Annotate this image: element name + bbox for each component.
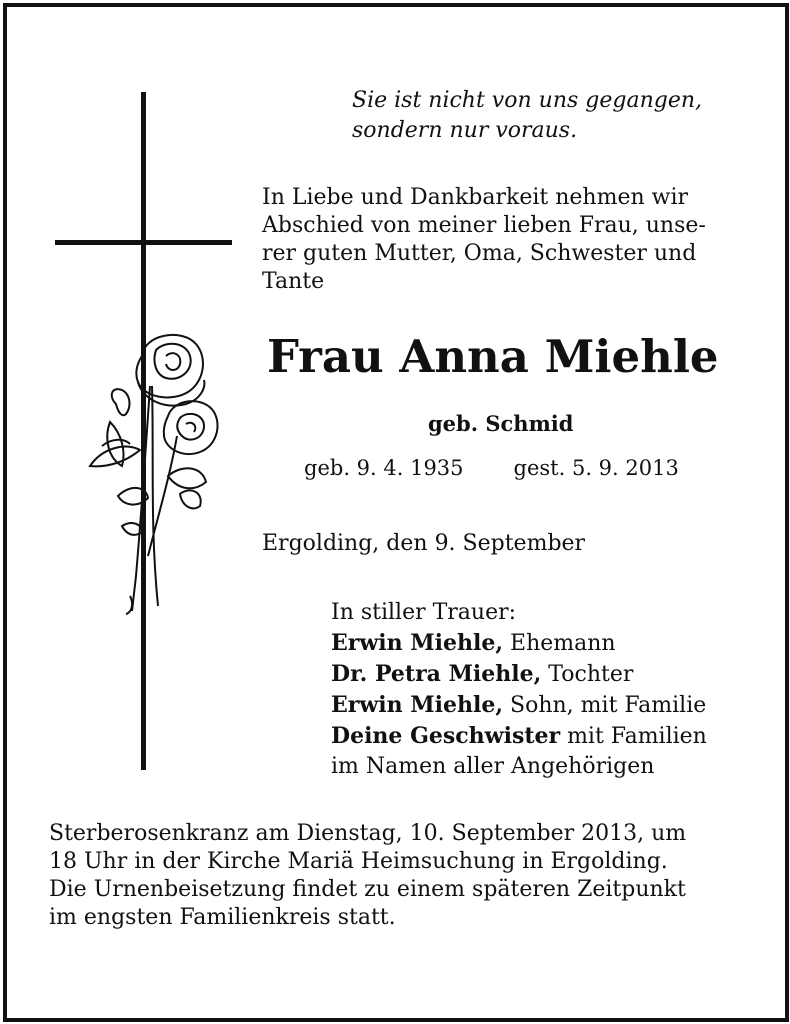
notice-line: Sterberosenkranz am Dienstag, 10. September 2013, um — [49, 821, 687, 846]
mourner-line — [331, 721, 707, 752]
upper-rose — [136, 335, 204, 406]
mourner-name: Dr. Petra Miehle, — [331, 661, 542, 687]
death-date: gest. 5. 9. 2013 — [513, 456, 679, 480]
roses-icon — [82, 326, 222, 616]
intro-text — [262, 184, 706, 296]
maiden-name: geb. Schmid — [428, 411, 574, 436]
mourners-block — [331, 598, 707, 782]
mourner-name: Erwin Miehle, — [331, 630, 504, 656]
mourner-relation: Tochter — [541, 662, 634, 687]
intro-line: Abschied von meiner lieben Frau, unse- — [262, 213, 706, 238]
intro-line: In Liebe und Dankbarkeit nehmen wir — [262, 185, 689, 210]
notice-line: Die Urnenbeisetzung findet zu einem späteren Zeitpunkt — [49, 877, 686, 902]
intro-line: Tante — [262, 269, 325, 294]
mourner-name: Erwin Miehle, — [331, 692, 504, 718]
mourner-relation: Ehemann — [503, 631, 616, 656]
mourner-line — [331, 659, 707, 690]
mourner-relation: mit Familien — [560, 724, 707, 749]
mourner-name: Deine Geschwister — [331, 723, 561, 749]
mourners-heading: In stiller Trauer: — [331, 600, 517, 625]
mourner-line — [331, 690, 707, 721]
notice-line: im engsten Familienkreis statt. — [49, 905, 396, 930]
notice-line: 18 Uhr in der Kirche Mariä Heimsuchung in Ergolding. — [49, 849, 668, 874]
life-dates — [304, 456, 679, 480]
mourner-relation: Sohn, mit Familie — [503, 693, 707, 718]
quote — [352, 86, 702, 146]
quote-line: sondern nur voraus. — [352, 118, 578, 143]
birth-date: geb. 9. 4. 1935 — [304, 456, 464, 480]
intro-line: rer guten Mutter, Oma, Schwester und — [262, 241, 697, 266]
lower-rose — [164, 401, 218, 454]
mourner-line — [331, 628, 707, 659]
place-date: Ergolding, den 9. September — [262, 531, 586, 556]
deceased-name: Frau Anna Miehle — [267, 330, 719, 383]
service-notice — [49, 820, 686, 932]
quote-line: Sie ist nicht von uns gegangen, — [352, 88, 703, 113]
cross-bar — [55, 240, 232, 245]
mourners-footer: im Namen aller Angehörigen — [331, 754, 655, 779]
